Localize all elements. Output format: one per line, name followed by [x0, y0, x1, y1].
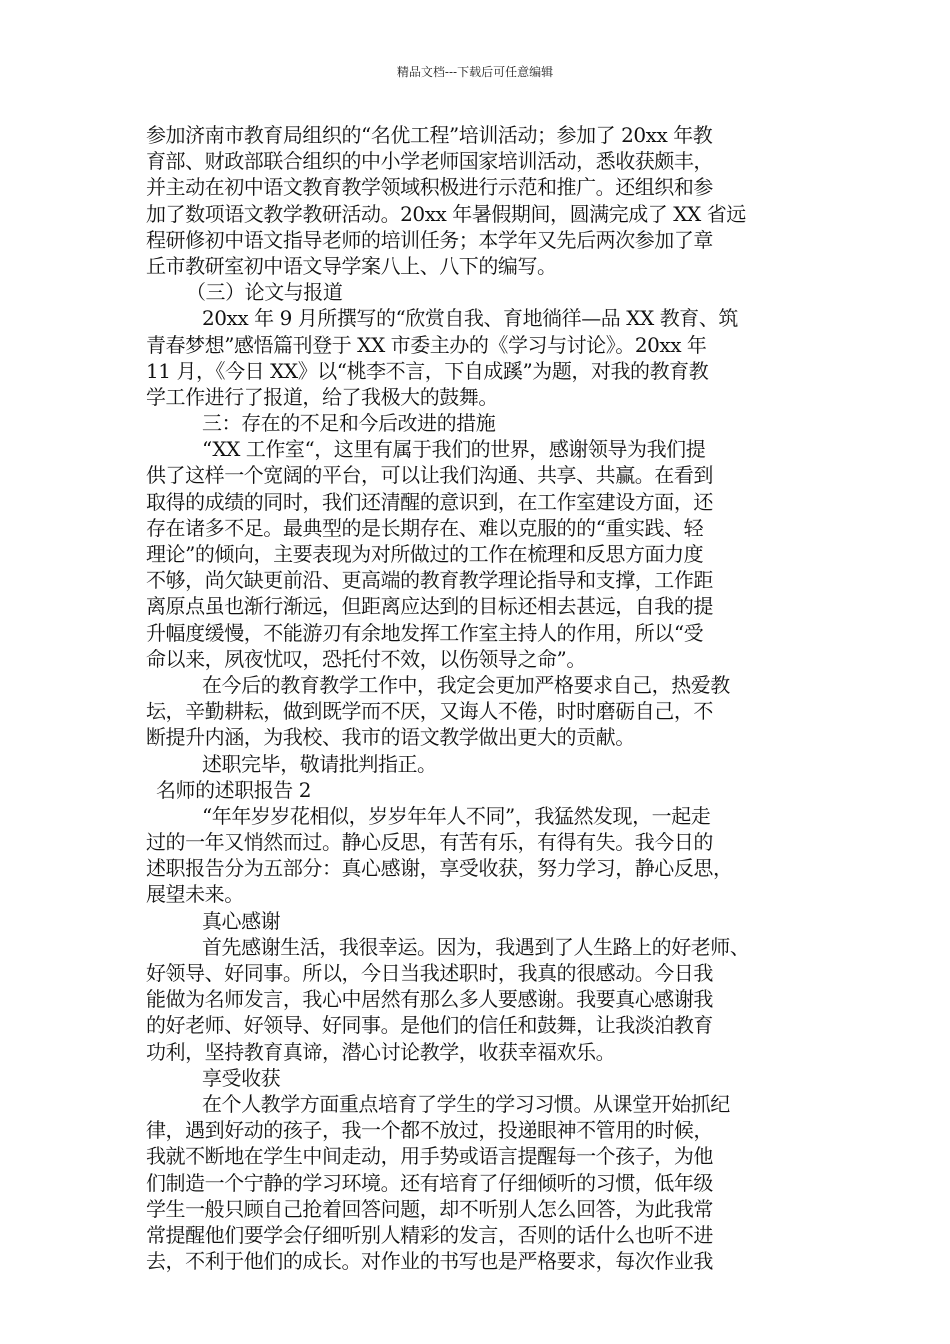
text-line: 的好老师、好领导、好同事。是他们的信任和鼓舞，让我淡泊教育: [146, 1013, 713, 1038]
text-line: 享受收获: [202, 1065, 281, 1090]
text-line: 述职完毕，敬请批判指正。: [202, 751, 437, 776]
text-line: 育部、财政部联合组织的中小学老师国家培训活动，悉收获颇丰，: [146, 149, 713, 174]
text-line: 能做为名师发言，我心中居然有那么多人要感谢。我要真心感谢我: [146, 987, 713, 1012]
text-line: 学生一般只顾自己抢着回答问题，却不听别人怎么回答，为此我常: [146, 1196, 713, 1221]
text-line: 20xx 年 9 月所撰写的“欣赏自我、育地徜徉—品 XX 教育、筑: [202, 306, 738, 331]
text-line: 11 月，《今日 XX》以“桃李不言，下自成蹊”为题，对我的教育教: [146, 358, 709, 383]
text-line: 供了这样一个宽阔的平台，可以让我们沟通、共享、共赢。在看到: [146, 463, 713, 488]
text-line: 参加济南市教育局组织的“名优工程”培训活动；参加了 20xx 年教: [146, 123, 713, 147]
text-line: 常提醒他们要学会仔细听别人精彩的发言，否则的话什么也听不进: [146, 1222, 713, 1247]
text-line: 并主动在初中语文教育教学领域积极进行示范和推广。还组织和参: [146, 175, 713, 200]
text-line: 真心感谢: [202, 908, 281, 933]
text-line: 取得的成绩的同时，我们还清醒的意识到，在工作室建设方面，还: [146, 489, 713, 514]
text-line: 在个人教学方面重点培育了学生的学习习惯。从课堂开始抓纪: [202, 1091, 730, 1116]
text-line: 不够，尚欠缺更前沿、更高端的教育教学理论指导和支撑，工作距: [146, 568, 713, 593]
text-line: 功利，坚持教育真谛，潜心讨论教学，收获幸福欢乐。: [146, 1039, 616, 1064]
text-line: （三）论文与报道: [186, 280, 343, 305]
text-line: 程研修初中语文指导老师的培训任务；本学年又先后两次参加了章: [146, 227, 713, 252]
text-line: 坛，辛勤耕耘，做到既学而不厌，又诲人不倦，时时磨砺自己，不: [146, 699, 713, 724]
text-line: 三：存在的不足和今后改进的措施: [202, 411, 496, 436]
section-title: 名师的述职报告 2: [156, 777, 312, 802]
text-line: “年年岁岁花相似，岁岁年年人不同”，我猛然发现，一起走: [202, 803, 711, 828]
text-line: “XX 工作室“，这里有属于我们的世界，感谢领导为我们提: [202, 437, 706, 462]
document-body: [146, 122, 810, 1274]
text-line: 命以来，夙夜忧叹，恐托付不效，以伤领导之命”。: [146, 646, 586, 671]
text-line: 青春梦想”感悟篇刊登于 XX 市委主办的《学习与讨论》。20xx 年: [146, 332, 707, 357]
text-line: 丘市教研室初中语文导学案八上、八下的编写。: [146, 253, 557, 278]
text-line: 在今后的教育教学工作中，我定会更加严格要求自己，热爱教: [202, 672, 730, 697]
text-line: 们制造一个宁静的学习环境。还有培育了仔细倾听的习惯，低年级: [146, 1170, 713, 1195]
text-line: 我就不断地在学生中间走动，用手势或语言提醒每一个孩子，为他: [146, 1144, 713, 1169]
text-line: 断提升内涵，为我校、我市的语文教学做出更大的贡献。: [146, 725, 635, 750]
text-line: 述职报告分为五部分：真心感谢，享受收获，努力学习，静心反思，: [146, 856, 733, 881]
text-line: 学工作进行了报道，给了我极大的鼓舞。: [146, 384, 498, 409]
text-line: 过的一年又悄然而过。静心反思，有苦有乐，有得有失。我今日的: [146, 830, 713, 855]
text-line: 去，不利于他们的成长。对作业的书写也是严格要求，每次作业我: [146, 1249, 713, 1274]
text-line: 律，遇到好动的孩子，我一个都不放过，投递眼神不管用的时候，: [146, 1118, 713, 1143]
page-header: 精品文档---下载后可任意编辑: [396, 65, 554, 79]
text-line: 首先感谢生活，我很幸运。因为，我遇到了人生路上的好老师、: [202, 934, 750, 959]
text-line: 存在诸多不足。最典型的是长期存在、难以克服的的“重实践、轻: [146, 515, 704, 540]
text-line: 离原点虽也渐行渐远，但距离应达到的目标还相去甚远，自我的提: [146, 594, 713, 619]
text-line: 升幅度缓慢，不能游刃有余地发挥工作室主持人的作用，所以“受: [146, 620, 704, 645]
text-line: 理论”的倾向，主要表现为对所做过的工作在梳理和反思方面力度: [146, 542, 704, 566]
text-line: 展望未来。: [146, 882, 244, 907]
text-line: 好领导、好同事。所以，今日当我述职时，我真的很感动。今日我: [146, 961, 713, 985]
text-line: 加了数项语文教学教研活动。20xx 年暑假期间，圆满完成了 XX 省远: [146, 201, 746, 226]
